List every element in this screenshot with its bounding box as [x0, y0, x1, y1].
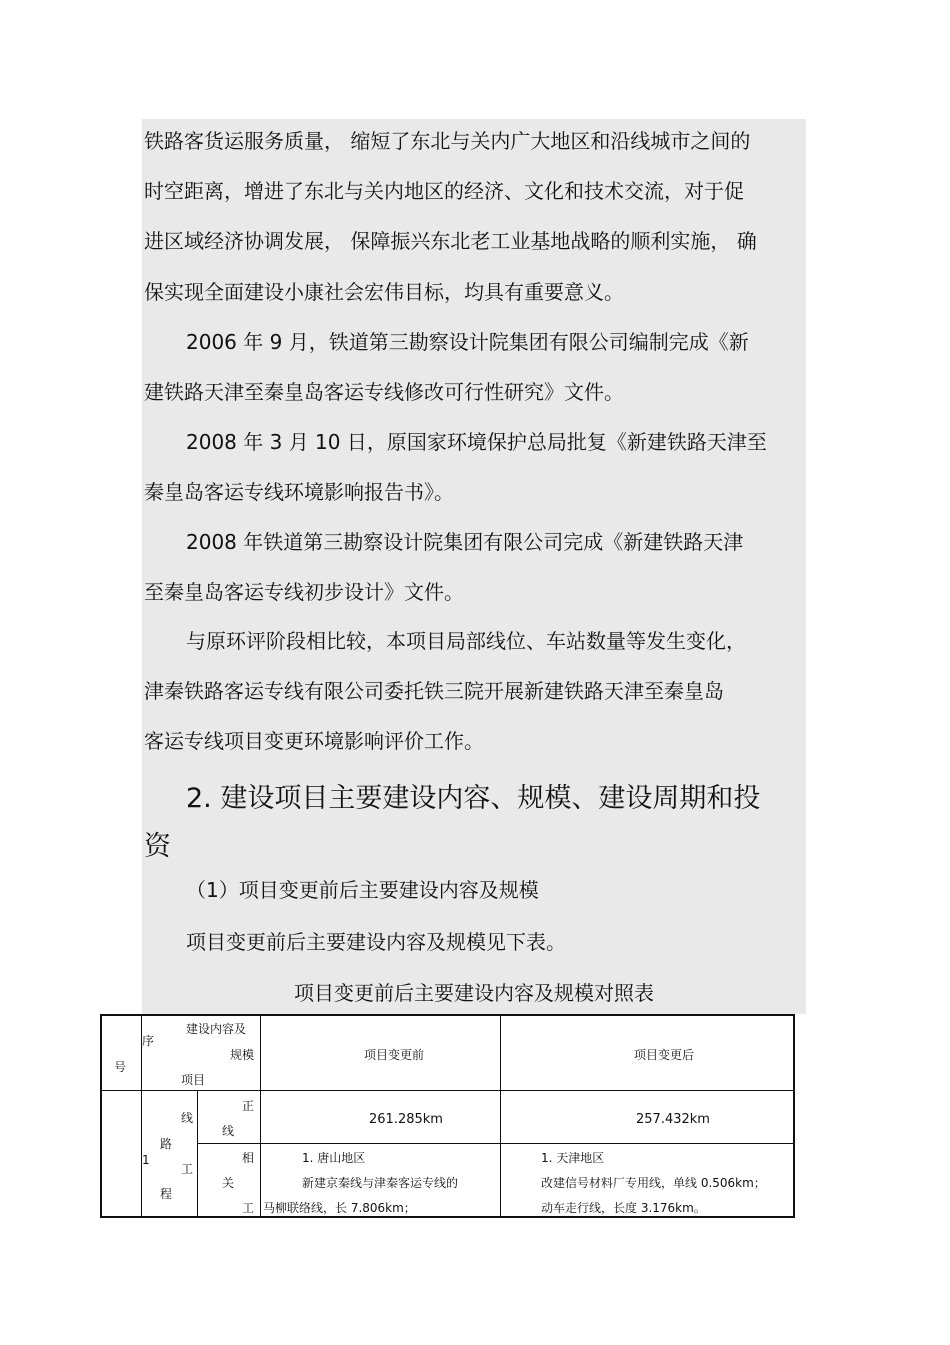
paragraph-line: 时空距离，增进了东北与关内地区的经济、文化和技术交流，对于促 [144, 179, 744, 203]
header-scale: 规模 [230, 1048, 255, 1062]
paragraph-line: 秦皇岛客运专线环境影响报告书》。 [144, 480, 454, 504]
category-char: 路 [160, 1137, 173, 1151]
row-number: 1 [142, 1153, 150, 1167]
paragraph-line: 保实现全面建设小康社会宏伟目标，均具有重要意义。 [144, 280, 624, 304]
related-after-line: 1. 天津地区 [541, 1151, 605, 1165]
header-after: 项目变更后 [634, 1048, 695, 1062]
header-item: 项目 [181, 1073, 206, 1087]
paragraph-line: 进区域经济协调发展， 保障振兴东北老工业基地战略的顺利实施， 确 [144, 229, 757, 253]
related-before-line: 1. 唐山地区 [302, 1151, 366, 1165]
main-line-before: 261.285km [369, 1112, 443, 1127]
category-char: 工 [181, 1162, 194, 1176]
header-content: 建设内容及 [186, 1022, 247, 1036]
paragraph-line: 客运专线项目变更环境影响评价工作。 [144, 729, 484, 753]
related-char: 工 [242, 1201, 255, 1215]
header-xu: 序 [142, 1034, 155, 1048]
paragraph-line: 至秦皇岛客运专线初步设计》文件。 [144, 580, 464, 604]
paragraph-line: 2008 年 3 月 10 日，原国家环境保护总局批复《新建铁路天津至 [186, 430, 767, 454]
related-after-line: 动车走行线，长度 3.176km。 [541, 1201, 706, 1215]
main-line-char: 正 [242, 1099, 255, 1113]
category-char: 线 [181, 1111, 194, 1125]
paragraph-line: 2008 年铁道第三勘察设计院集团有限公司完成《新建铁路天津 [186, 530, 744, 554]
related-char: 关 [222, 1176, 235, 1190]
section-heading-cont: 资 [144, 831, 171, 862]
paragraph-line: 铁路客货运服务质量， 缩短了东北与关内广大地区和沿线城市之间的 [144, 129, 751, 153]
comparison-table [100, 1014, 795, 1218]
paragraph-line: 2006 年 9 月，铁道第三勘察设计院集团有限公司编制完成《新 [186, 330, 749, 354]
paragraph-line: 与原环评阶段相比较，本项目局部线位、车站数量等发生变化， [186, 629, 746, 653]
table-caption: 项目变更前后主要建设内容及规模对照表 [294, 981, 654, 1005]
related-before-line: 马柳联络线，长 7.806km； [263, 1201, 416, 1215]
header-hao: 号 [114, 1060, 127, 1074]
header-before: 项目变更前 [364, 1048, 425, 1062]
section-intro: 项目变更前后主要建设内容及规模见下表。 [186, 930, 566, 954]
category-char: 程 [160, 1187, 173, 1201]
related-before-line: 新建京秦线与津秦客运专线的 [302, 1176, 459, 1190]
paragraph-line: 建铁路天津至秦皇岛客运专线修改可行性研究》文件。 [144, 380, 624, 404]
related-char: 相 [242, 1151, 255, 1165]
main-line-after: 257.432km [636, 1112, 710, 1127]
related-after-line: 改建信号材料厂专用线，单线 0.506km； [541, 1176, 766, 1190]
section-heading: 2. 建设项目主要建设内容、规模、建设周期和投 [186, 783, 761, 814]
paragraph-line: 津秦铁路客运专线有限公司委托铁三院开展新建铁路天津至秦皇岛 [144, 679, 724, 703]
main-line-char: 线 [222, 1124, 235, 1138]
subsection-heading: （1）项目变更前后主要建设内容及规模 [186, 878, 539, 902]
